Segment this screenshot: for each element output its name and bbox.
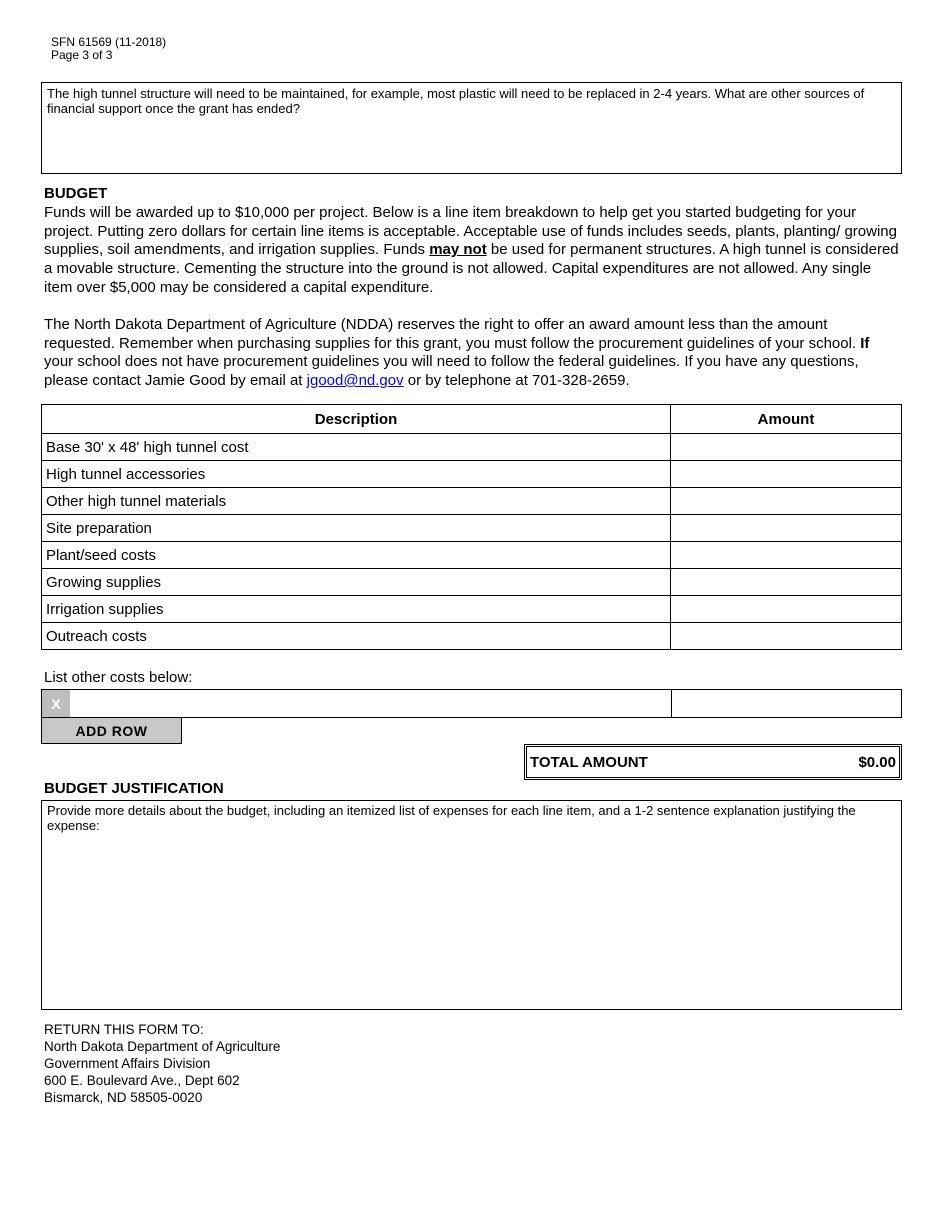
form-number: SFN 61569 (11-2018)	[51, 35, 167, 49]
other-cost-row	[41, 689, 902, 718]
other-costs-label: List other costs below:	[44, 669, 193, 686]
form-identifier	[51, 36, 166, 62]
other-cost-description-input[interactable]	[70, 690, 672, 717]
line-item-label: Site preparation	[42, 515, 671, 542]
budget-table	[41, 404, 902, 650]
amount-input[interactable]	[671, 596, 902, 623]
table-row	[42, 623, 902, 650]
table-row	[42, 434, 902, 461]
amount-input[interactable]	[671, 515, 902, 542]
may-not-emphasis: may not	[429, 241, 487, 259]
table-row	[42, 542, 902, 569]
other-cost-amount-input[interactable]	[672, 690, 901, 717]
amount-column-header: Amount	[671, 405, 902, 434]
line-item-label: Growing supplies	[42, 569, 671, 596]
amount-input[interactable]	[671, 434, 902, 461]
budget-justification-heading: BUDGET JUSTIFICATION	[44, 780, 224, 797]
amount-input[interactable]	[671, 488, 902, 515]
line-item-label: Irrigation supplies	[42, 596, 671, 623]
return-line: North Dakota Department of Agriculture	[44, 1039, 281, 1054]
total-amount-value: $0.00	[858, 753, 896, 771]
amount-input[interactable]	[671, 569, 902, 596]
return-address	[44, 1021, 280, 1106]
amount-input[interactable]	[671, 623, 902, 650]
line-item-label: Outreach costs	[42, 623, 671, 650]
return-line: Government Affairs Division	[44, 1056, 211, 1071]
financial-support-prompt: The high tunnel structure will need to be maintained, for example, most plastic will need to be replaced in 2-4 years. What are other sources of financial support once the grant has ended?	[47, 86, 865, 116]
budget-table-header	[42, 405, 902, 434]
description-column-header: Description	[42, 405, 671, 434]
financial-support-textarea[interactable]	[41, 82, 902, 174]
remove-row-button[interactable]: X	[42, 690, 70, 717]
return-line: Bismarck, ND 58505-0020	[44, 1090, 203, 1105]
budget-paragraph-1: Funds will be awarded up to $10,000 per project. Below is a line item breakdown to help get you started budgeting for your project. Putting zero dollars for certain line items is acceptable. Acceptable use of funds includes seeds, plants, planting/ growing supplies, soil amendments, and irrigation supplies. Funds may not be used for permanent structures. A high tunnel is considered a movable structure. Cementing the structure into the ground is not allowed. Capital expenditures are not allowed. Any single item over $5,000 may be considered a capital expenditure.	[44, 204, 899, 296]
table-row	[42, 461, 902, 488]
page-number: Page 3 of 3	[51, 48, 113, 62]
table-row	[42, 515, 902, 542]
budget-justification-textarea[interactable]	[41, 800, 902, 1010]
add-row-button[interactable]: ADD ROW	[41, 717, 182, 744]
table-row	[42, 569, 902, 596]
budget-justification-prompt: Provide more details about the budget, including an itemized list of expenses for each line item, and a 1-2 sentence explanation justifying the expense:	[47, 803, 856, 833]
total-amount-label: TOTAL AMOUNT	[530, 753, 648, 771]
line-item-label: Plant/seed costs	[42, 542, 671, 569]
return-heading: RETURN THIS FORM TO:	[44, 1022, 204, 1037]
line-item-label: Other high tunnel materials	[42, 488, 671, 515]
amount-input[interactable]	[671, 542, 902, 569]
table-row	[42, 596, 902, 623]
line-item-label: Base 30' x 48' high tunnel cost	[42, 434, 671, 461]
line-item-label: High tunnel accessories	[42, 461, 671, 488]
amount-input[interactable]	[671, 461, 902, 488]
budget-heading: BUDGET	[44, 185, 108, 202]
total-amount-box	[524, 744, 902, 780]
budget-paragraph-2: The North Dakota Department of Agriculture (NDDA) reserves the right to offer an award amount less than the amount requested. Remember when purchasing supplies for this grant, you must follow the procurement guidelines of your school. If your school does not have procurement guidelines you will need to follow the federal guidelines. If you have any questions, please contact Jamie Good by email at jgood@nd.gov or by telephone at 701-328-2659.	[44, 316, 870, 390]
email-link[interactable]: jgood@nd.gov	[306, 372, 404, 390]
table-row	[42, 488, 902, 515]
return-line: 600 E. Boulevard Ave., Dept 602	[44, 1073, 240, 1088]
